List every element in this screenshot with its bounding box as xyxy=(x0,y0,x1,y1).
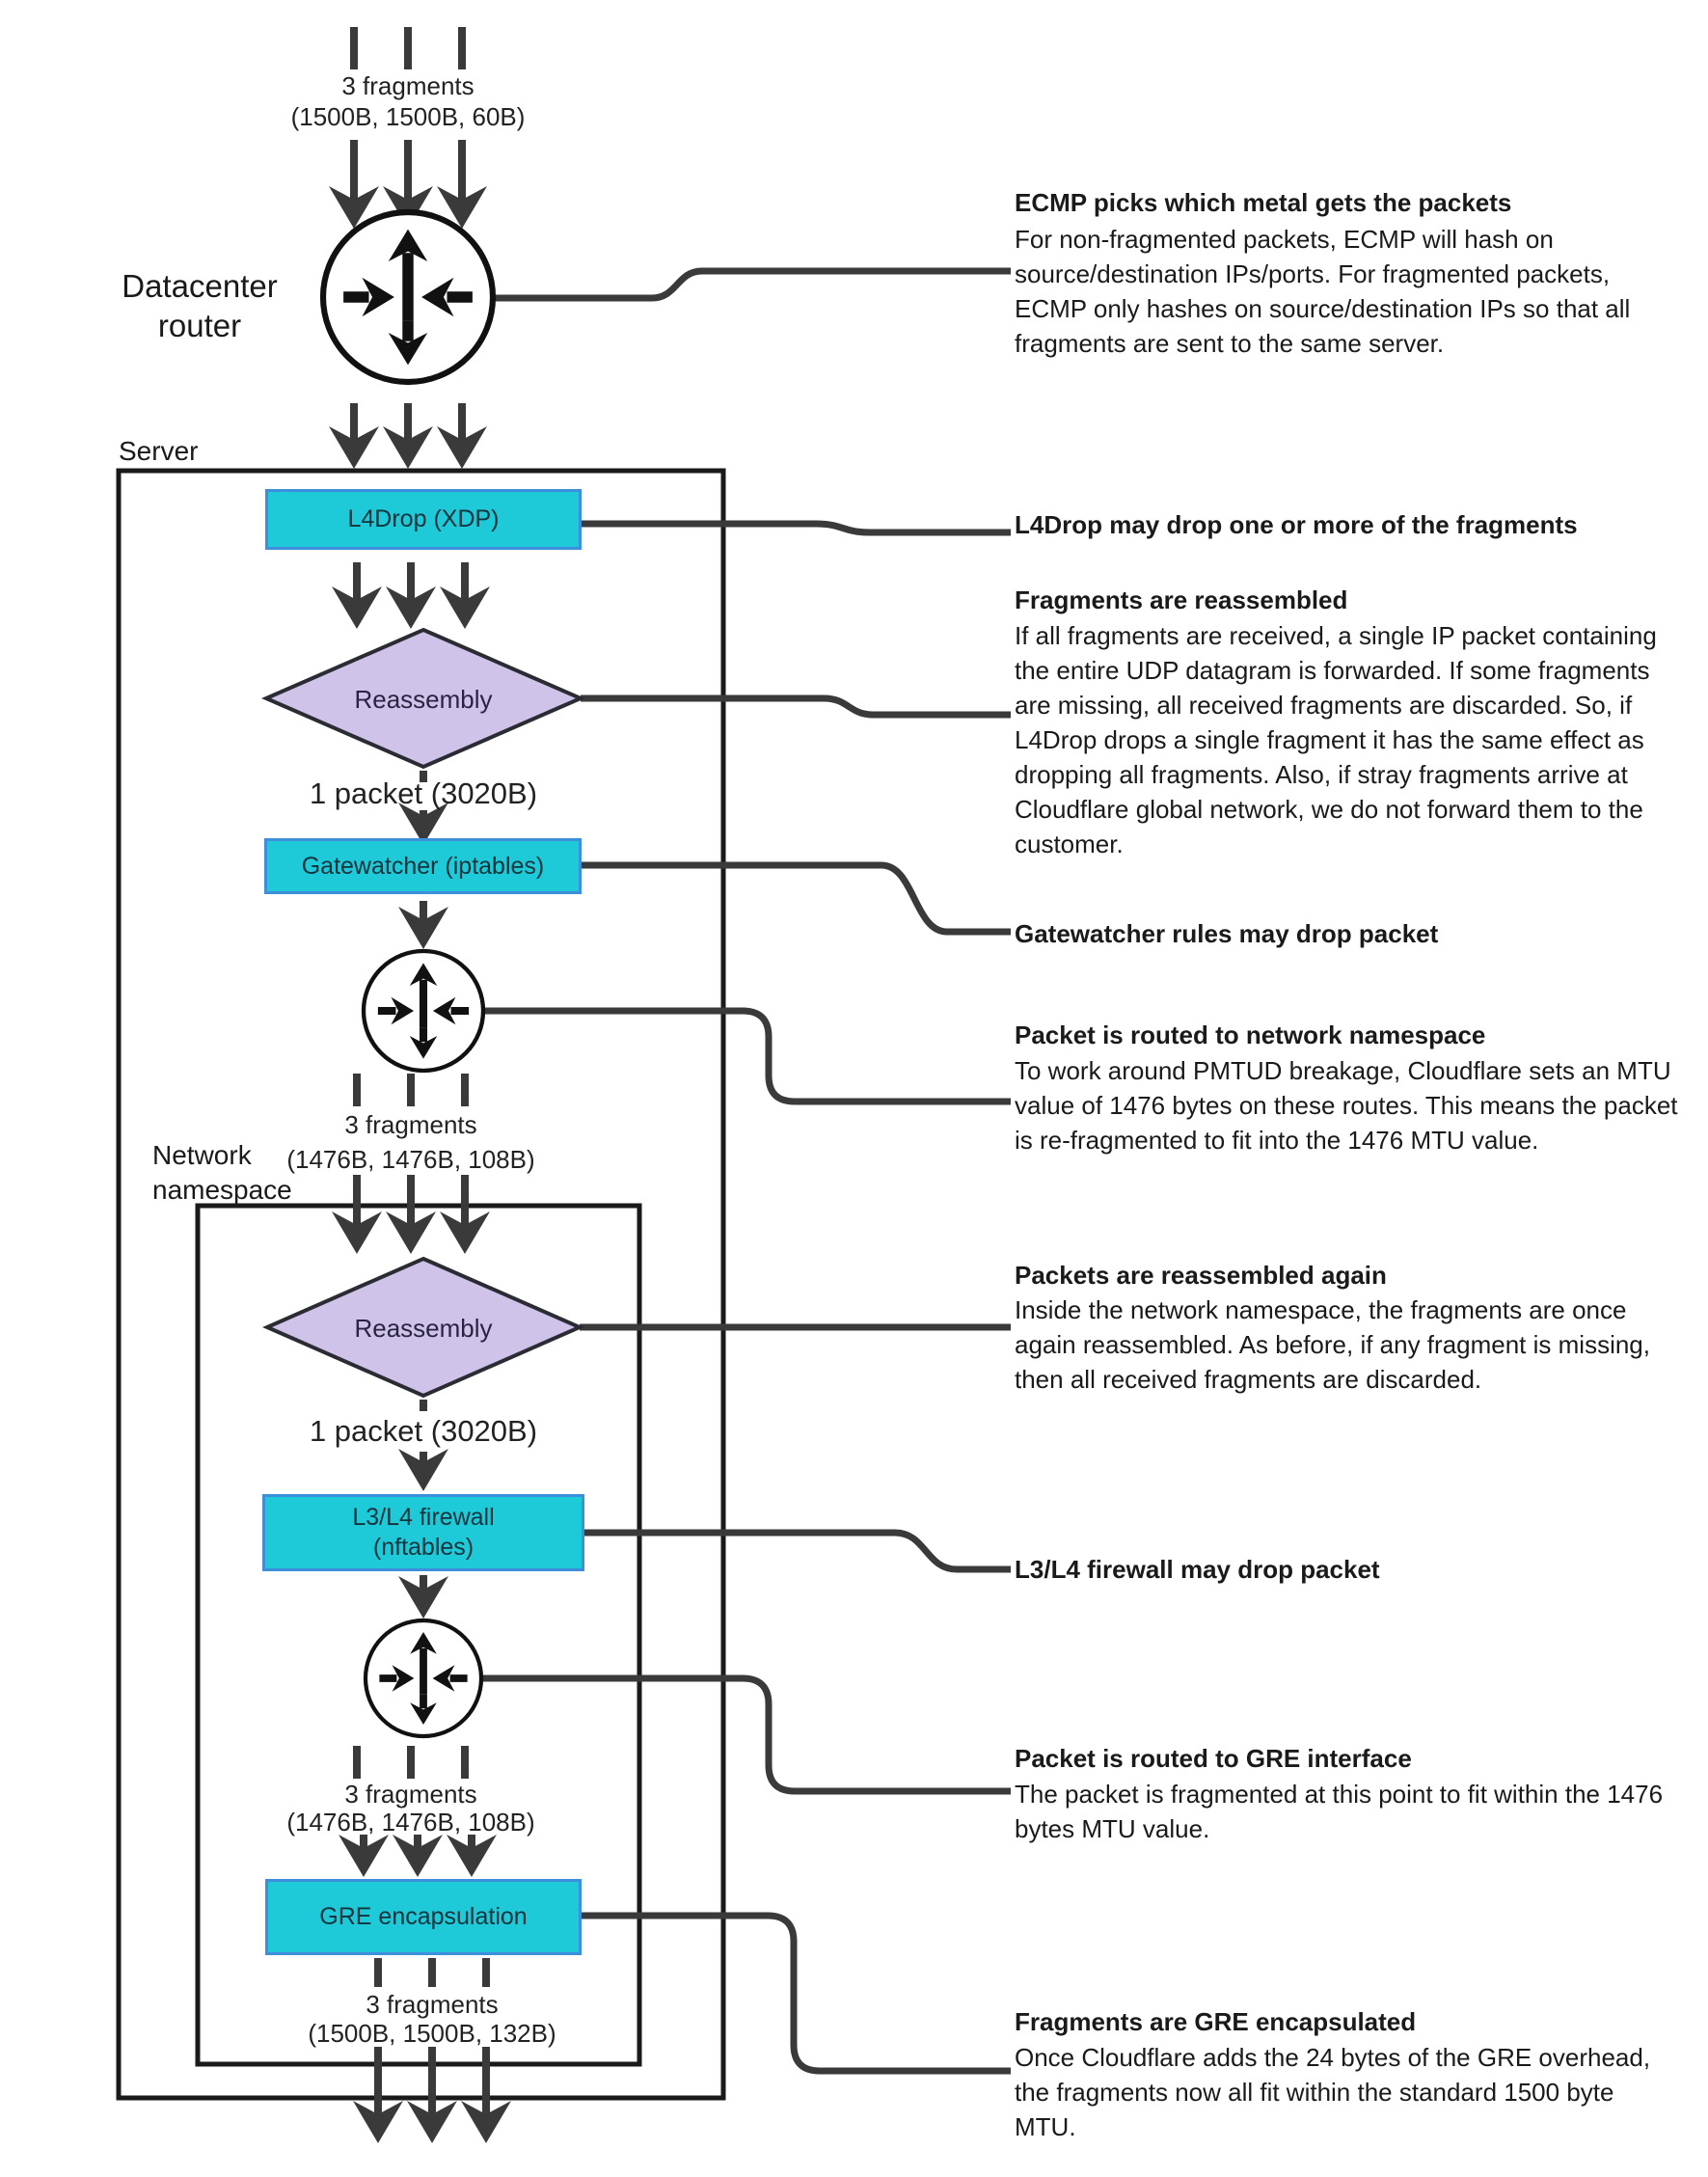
annotation-body-gre-encap: Once Cloudflare adds the 24 bytes of the GRE overhead, the fragments now all fit within the standard 1500 byte MTU. xyxy=(1015,2043,1651,2141)
gatewatcher-box: Gatewatcher (iptables) xyxy=(264,838,582,894)
low-fragments-sizes: (1476B, 1476B, 108B) xyxy=(286,1808,535,1837)
annotation-heading-reassembled: Fragments are reassembled xyxy=(1015,585,1348,614)
annotation-body-netns: To work around PMTUD breakage, Cloudflare sets an MTU value of 1476 bytes on these routes. This means the packet is re-fragmented to fit into the 1476 MTU value. xyxy=(1015,1056,1678,1155)
network-namespace-label: Network namespace xyxy=(152,1140,292,1205)
connector-ecmp xyxy=(493,271,1011,298)
annotation-heading-gre-iface: Packet is routed to GRE interface xyxy=(1015,1744,1412,1773)
top-fragments-count: 3 fragments xyxy=(341,71,474,100)
annotation-heading-netns: Packet is routed to network namespace xyxy=(1015,1020,1486,1049)
top-fragments-sizes: (1500B, 1500B, 60B) xyxy=(290,102,526,131)
annotation-heading-gatewatcher: Gatewatcher rules may drop packet xyxy=(1015,919,1439,948)
reassembly1-label: Reassembly xyxy=(354,685,493,714)
annotation-body-again: Inside the network namespace, the fragments are once again reassembled. As before, if any fragment is missing, then all received fragments are discarded. xyxy=(1015,1295,1650,1394)
top-fragment-dashes xyxy=(354,27,462,69)
bottom-fragment-dashes xyxy=(378,1958,486,1987)
low-fragment-dashes xyxy=(357,1746,465,1779)
annotation-heading-gre-encap: Fragments are GRE encapsulated xyxy=(1015,2007,1417,2036)
mid-fragment-dashes xyxy=(357,1074,465,1106)
datacenter-router-icon xyxy=(323,212,493,382)
connector-l4drop xyxy=(582,524,1011,532)
connector-firewall xyxy=(584,1533,1011,1569)
annotation-heading-again: Packets are reassembled again xyxy=(1015,1261,1387,1290)
namespace-router-icon xyxy=(366,1620,481,1736)
arrows-l4drop-to-reassembly xyxy=(332,562,490,629)
arrows-exit-server xyxy=(353,2047,511,2143)
annotation-body-ecmp: For non-fragmented packets, ECMP will hash on source/destination IPs/ports. For fragmented packets, ECMP only hashes on source/destination IPs so that all fragments are sent to the same server. xyxy=(1015,225,1631,358)
annotation-heading-firewall: L3/L4 firewall may drop packet xyxy=(1015,1555,1380,1584)
datacenter-router-label: Datacenter router xyxy=(122,268,278,343)
reassembly2-label: Reassembly xyxy=(354,1314,493,1343)
bottom-fragments-sizes: (1500B, 1500B, 132B) xyxy=(308,2019,556,2048)
arrows-into-gre xyxy=(339,1835,497,1877)
annotation-body-gre-iface: The packet is fragmented at this point to fit within the 1476 bytes MTU value. xyxy=(1015,1780,1664,1843)
low-fragments-count: 3 fragments xyxy=(344,1780,477,1809)
gre-box: GRE encapsulation xyxy=(265,1879,582,1955)
arrows-into-namespace xyxy=(332,1175,490,1254)
annotation-heading-l4drop: L4Drop may drop one or more of the fragments xyxy=(1015,510,1578,539)
arrows-into-server xyxy=(329,403,487,469)
l4drop-box: L4Drop (XDP) xyxy=(265,489,582,550)
packet1-label: 1 packet (3020B) xyxy=(309,776,538,810)
server-router-icon xyxy=(364,951,483,1071)
connector-gatewatcher xyxy=(582,865,1011,932)
annotation-heading-ecmp: ECMP picks which metal gets the packets xyxy=(1015,188,1512,217)
mid-fragments-count: 3 fragments xyxy=(344,1110,477,1139)
packet2-label: 1 packet (3020B) xyxy=(309,1414,538,1448)
connector-gre-route xyxy=(481,1678,1011,1791)
server-label: Server xyxy=(119,436,199,466)
annotation-body-reassembled: If all fragments are received, a single IP packet containing the entire UDP datagram is forwarded. If some fragments are missing, all received fragments are discarded. So, if L4Drop drops a single fragment it has the same effect as dropping all fragments. Also, if stray fragments arrive at Cloudflare global network, we do not forward them to the customer. xyxy=(1015,621,1657,858)
connector-gre-encap xyxy=(582,1916,1011,2071)
bottom-fragments-count: 3 fragments xyxy=(366,1990,499,2019)
mid-fragments-sizes: (1476B, 1476B, 108B) xyxy=(286,1145,535,1174)
connector-reassembly1 xyxy=(581,698,1011,715)
connector-netns-route xyxy=(483,1011,1011,1102)
firewall-box: L3/L4 firewall (nftables) xyxy=(262,1494,584,1571)
